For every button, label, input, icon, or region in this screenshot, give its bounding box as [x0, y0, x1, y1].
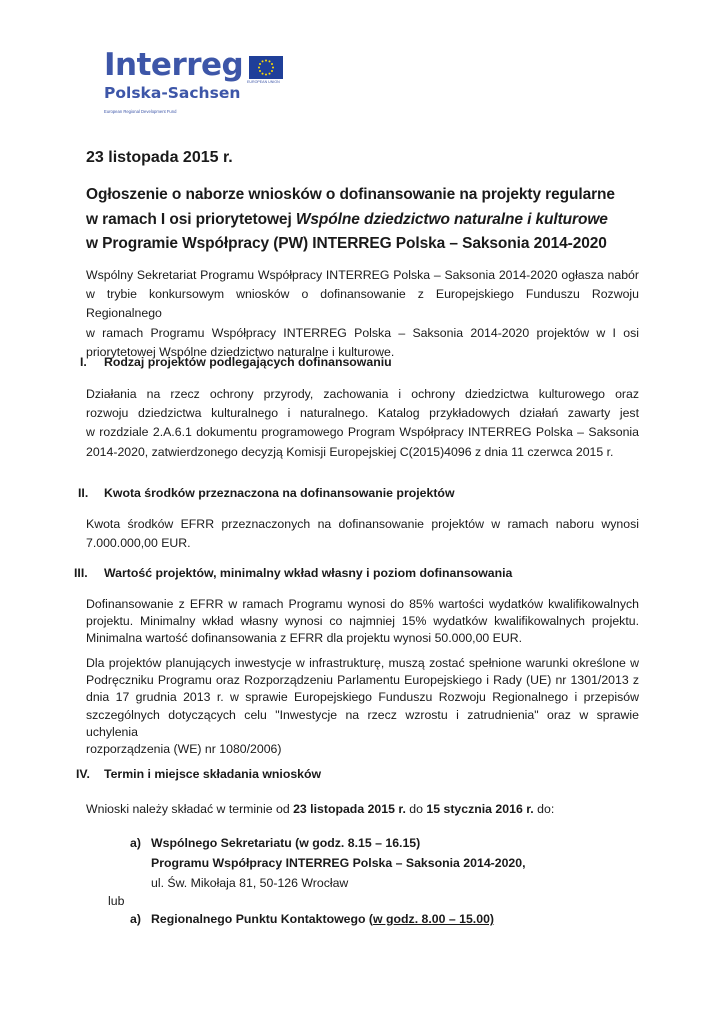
intro-line: w trybie konkursowym wniosków o dofinansowanie z Europejskiego Funduszu Rozwoju Regionalnego [86, 287, 639, 321]
document-date: 23 listopada 2015 r. [86, 149, 233, 166]
interreg-logo [104, 47, 284, 122]
deadline-mid: do [405, 802, 427, 816]
section-3-number: III. [74, 566, 88, 580]
logo-wordmark: Interreg [104, 47, 244, 83]
section-1-line: Działania na rzecz ochrony przyrody, zachowania i ochrony dziedzictwa kulturowego oraz [86, 387, 639, 401]
section-1-line: 2014-2020, zatwierdzonego decyzją Komisji Europejskiej C(2015)4096 z dnia 11 czerwca 2015 r. [86, 444, 614, 459]
section-3-line: rozporządzenia (WE) nr 1080/2006) [86, 742, 282, 757]
deadline-suffix: do: [533, 802, 555, 816]
section-4-title: Termin i miejsce składania wniosków [104, 767, 322, 781]
section-2-title: Kwota środków przeznaczona na dofinansowanie projektów [104, 486, 455, 500]
section-3-body [86, 596, 639, 648]
place-1-address: ul. Św. Mikołaja 81, 50-126 Wrocław [151, 876, 349, 890]
deadline-line [86, 802, 554, 817]
place-1-line-1: Wspólnego Sekretariatu (w godz. 8.15 – 16.15) [151, 836, 421, 850]
section-3-line: dnia 17 grudnia 2013 r. w sprawie Europejskiego Funduszu Rozwoju Regionalnego i przepisów [86, 690, 639, 705]
logo-subtitle: Polska-Sachsen [104, 84, 241, 102]
title-line-2 [86, 211, 608, 230]
eu-flag-icon [249, 56, 283, 79]
section-2-line: Kwota środków EFRR przeznaczonych na dofinansowanie projektów w ramach naboru wynosi [86, 517, 639, 531]
section-3-line: Minimalna wartość dofinansowania z EFRR dla projektu wynosi 50.000,00 EUR. [86, 631, 523, 646]
title-line-2-italic: Wspólne dziedzictwo naturalne i kulturowe [295, 211, 608, 228]
deadline-to: 15 stycznia 2016 r. [426, 802, 534, 816]
section-3-title: Wartość projektów, minimalny wkład własny i poziom dofinansowania [104, 566, 513, 580]
title-line-3: w Programie Współpracy (PW) INTERREG Polska – Saksonia 2014-2020 [86, 235, 607, 252]
section-1-line: w rozdziale 2.A.6.1 dokumentu programowego Program Współpracy INTERREG Polska – Saksonia [86, 425, 639, 440]
section-3-line: Podręczniku Programu oraz Rozporządzeniu Parlamentu Europejskiego i Rady (UE) nr 1301/2013 z [86, 673, 639, 688]
section-2-line: 7.000.000,00 EUR. [86, 536, 191, 551]
section-3-body-2 [86, 655, 639, 758]
title-line-1: Ogłoszenie o naborze wniosków o dofinansowanie na projekty regularne [86, 186, 615, 203]
intro-line: w ramach Programu Współpracy INTERREG Polska – Saksonia 2014-2020 projektów w I osi [86, 325, 639, 340]
intro-paragraph [86, 266, 639, 362]
place-1-marker: a) [130, 836, 141, 850]
section-2-body [86, 515, 639, 553]
deadline-from: 23 listopada 2015 r. [293, 802, 406, 816]
section-4-number: IV. [76, 767, 90, 781]
place-2-line [151, 912, 494, 927]
place-2-hours: w godz. 8.00 – 15.00) [373, 912, 495, 926]
section-3-line: szczególnych dotyczących celu "Inwestycje na rzecz wzrostu i zatrudnienia" oraz w sprawie uchylenia [86, 707, 639, 739]
title-line-2-prefix: w ramach I osi priorytetowej [86, 211, 296, 228]
place-1-line-2: Programu Współpracy INTERREG Polska – Saksonia 2014-2020, [151, 856, 526, 870]
section-3-line: projektu. Minimalny wkład własny wynosi co najmniej 15% wydatków kwalifikowalnych projektu. [86, 614, 639, 629]
section-3-line: Dla projektów planujących inwestycje w infrastrukturę, muszą zostać spełnione warunki określone w [86, 656, 639, 670]
section-1-title: Rodzaj projektów podlegających dofinansowaniu [104, 355, 392, 369]
section-1-number: I. [80, 355, 87, 369]
place-2-marker: a) [130, 912, 141, 926]
logo-fund-text: European Regional Development Fund [104, 109, 177, 114]
place-2-prefix: Regionalnego Punktu Kontaktowego ( [151, 912, 374, 926]
eu-label: EUROPEAN UNION [247, 80, 280, 84]
or-text: lub [108, 894, 125, 908]
intro-line: Wspólny Sekretariat Programu Współpracy INTERREG Polska – Saksonia 2014-2020 ogłasza nabór [86, 268, 639, 282]
section-1-line: rozwoju dziedzictwa kulturalnego i naturalnego. Katalog przykładowych działań zawarty jest [86, 406, 639, 421]
section-1-body [86, 385, 639, 462]
section-3-line: Dofinansowanie z EFRR w ramach Programu wynosi do 85% wartości wydatków kwalifikowalnych [86, 597, 639, 611]
section-2-number: II. [78, 486, 89, 500]
intro-line: priorytetowej Wspólne dziedzictwo naturalne i kulturowe. [86, 344, 395, 359]
deadline-prefix: Wnioski należy składać w terminie od [86, 802, 294, 816]
